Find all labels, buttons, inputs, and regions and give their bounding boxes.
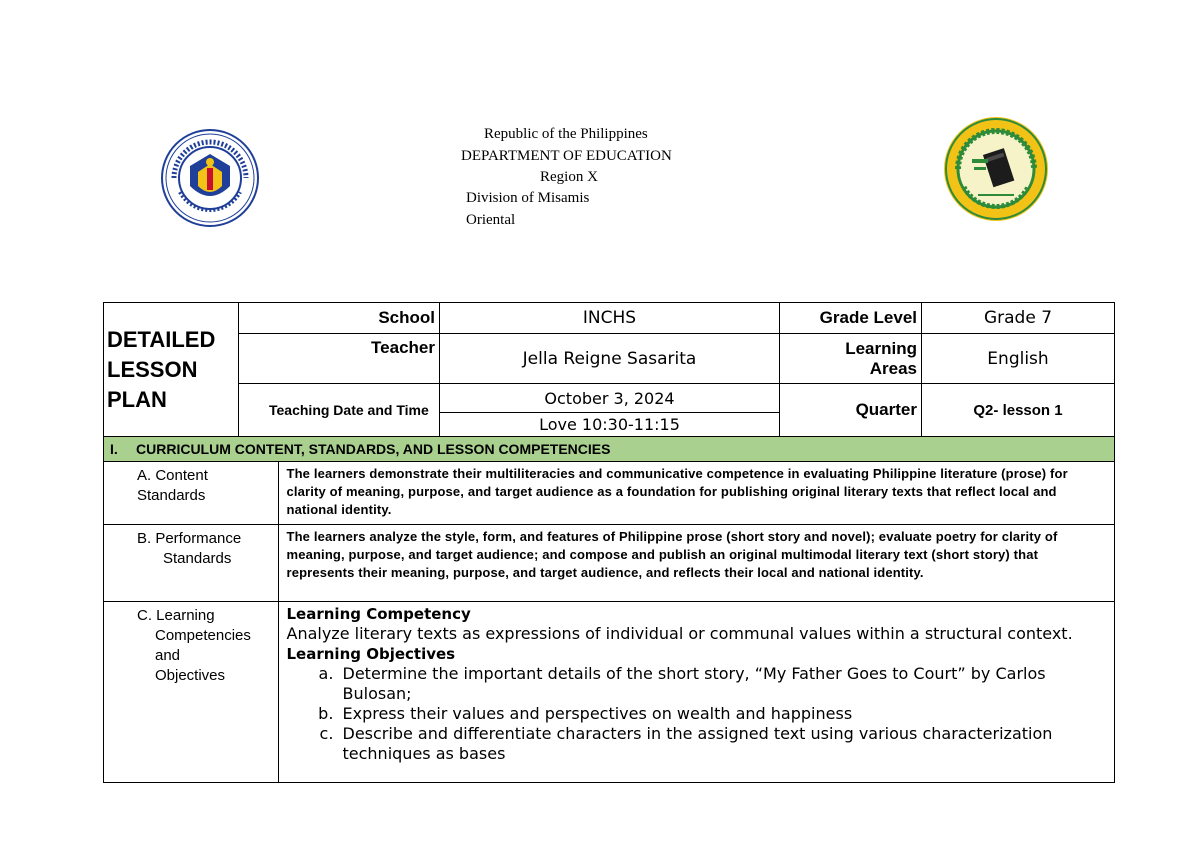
section-title: CURRICULUM CONTENT, STANDARDS, AND LESSON COMPETENCIES: [136, 441, 611, 457]
grade-level-value: Grade 7: [922, 303, 1115, 334]
teaching-time-value: Love 10:30-11:15: [440, 413, 780, 437]
competencies-content: [278, 601, 1114, 782]
header-division-cont: Oriental: [466, 212, 516, 228]
quarter-label: Quarter: [780, 384, 922, 437]
deped-seal-logo: [160, 128, 260, 228]
grade-level-label: Grade Level: [780, 303, 922, 334]
header-department: DEPARTMENT OF EDUCATION: [461, 148, 672, 164]
teaching-date-label: Teaching Date and Time: [239, 384, 440, 437]
teacher-value: Jella Reigne Sasarita: [440, 334, 780, 384]
objective-item: b. Express their values and perspectives on wealth and happiness: [339, 704, 1107, 724]
school-value: INCHS: [440, 303, 780, 334]
content-standards-label: A. Content Standards: [104, 462, 278, 524]
performance-standards-label: B. Performance Standards: [104, 524, 278, 601]
competencies-label: C. Learning Competencies and Objectives: [104, 601, 278, 782]
competency-heading: Learning Competency: [286, 604, 471, 623]
learning-areas-label: Learning Areas: [780, 334, 922, 384]
content-standards-text: The learners demonstrate their multiliteracies and communicative competence in evaluating Philippine literature (prose) for clarity of meaning, purpose, and target audience as a foundation for publishing original literary texts that reflect local and national identity.: [278, 462, 1114, 524]
section-curriculum-header: [104, 437, 1115, 462]
standards-table: [104, 462, 1114, 782]
teaching-date-value: October 3, 2024: [440, 384, 780, 413]
performance-standards-text: The learners analyze the style, form, and features of Philippine prose (short story and novel); evaluate poetry for clarity of meaning, purpose, and target audience; and compose and publish an original multimodal literary text (short story) that represents their meaning, purpose, and target audience, and reflects their local and national identity.: [278, 524, 1114, 601]
school-seal-logo: [942, 115, 1050, 223]
header-region: Region X: [540, 169, 598, 185]
objective-item: c. Describe and differentiate characters in the assigned text using various characterization techniques as bases: [339, 724, 1107, 764]
section-number: I.: [110, 441, 118, 457]
objective-item: a. Determine the important details of the short story, “My Father Goes to Court” by Carlos Bulosan;: [339, 664, 1107, 704]
quarter-value: Q2- lesson 1: [922, 384, 1115, 437]
objectives-heading: Learning Objectives: [286, 644, 456, 663]
objectives-list: [287, 664, 1107, 764]
school-label: School: [239, 303, 440, 334]
header-division: Division of Misamis: [466, 190, 590, 206]
competency-text: Analyze literary texts as expressions of individual or communal values within a structural context.: [286, 623, 1073, 643]
header-republic: Republic of the Philippines: [484, 126, 648, 142]
lesson-plan-table: [103, 302, 1115, 783]
learning-areas-value: English: [922, 334, 1115, 384]
lesson-plan-title: DETAILED LESSON PLAN: [104, 303, 239, 437]
teacher-label: Teacher: [239, 334, 440, 384]
